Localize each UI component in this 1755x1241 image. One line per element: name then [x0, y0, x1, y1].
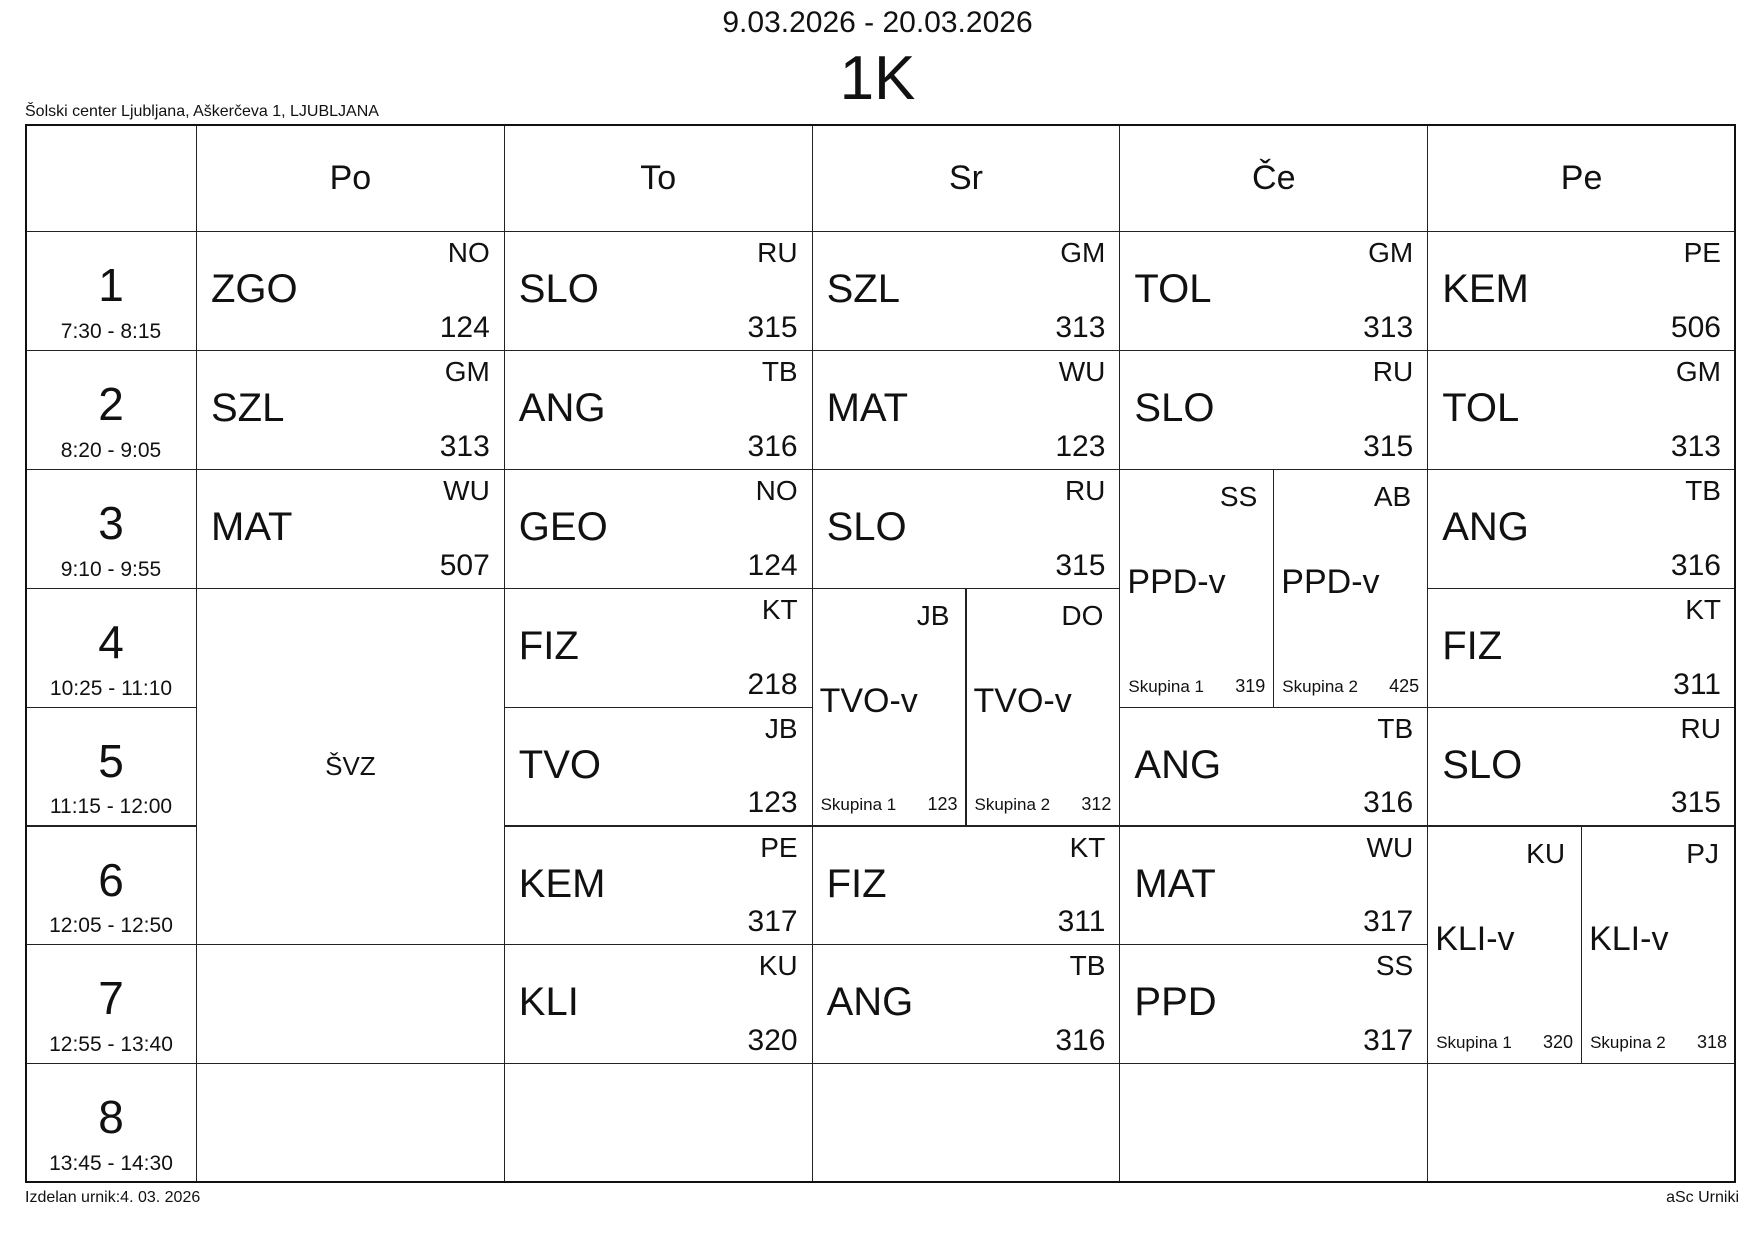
group-room: 318	[1696, 1032, 1727, 1053]
lesson-teacher: NO	[447, 237, 490, 268]
lesson-room: 313	[1055, 310, 1106, 344]
period-time: 12:55 - 13:40	[49, 1033, 173, 1057]
lesson-cell[interactable]	[812, 944, 1121, 1064]
empty-cell	[1427, 1063, 1736, 1183]
lesson-room: 315	[1055, 548, 1106, 582]
group-lesson-cell[interactable]	[966, 588, 1121, 827]
lesson-subject: GEO	[518, 504, 608, 549]
day-header: Po	[196, 124, 505, 232]
group-teacher: DO	[1061, 599, 1104, 631]
group-lesson-cell[interactable]	[1581, 826, 1736, 1065]
lesson-cell[interactable]	[504, 231, 813, 351]
lesson-cell[interactable]	[812, 826, 1121, 946]
day-header: To	[504, 124, 813, 232]
lesson-cell[interactable]	[1119, 944, 1428, 1064]
period-time: 8:20 - 9:05	[60, 438, 162, 462]
lesson-room: 317	[1363, 905, 1414, 939]
lesson-cell[interactable]	[812, 231, 1121, 351]
lesson-room: 311	[1673, 667, 1721, 701]
lesson-teacher: GM	[1060, 237, 1106, 268]
lesson-room: 315	[1363, 429, 1414, 463]
lesson-cell[interactable]	[1427, 588, 1736, 708]
lesson-cell[interactable]	[1119, 826, 1428, 946]
lesson-subject: SZL	[211, 385, 285, 430]
period-cell	[25, 231, 197, 351]
lesson-room: 506	[1670, 310, 1721, 344]
group-subject: TVO-v	[819, 681, 918, 720]
lesson-teacher: NO	[755, 474, 798, 506]
lesson-teacher: RU	[757, 237, 798, 268]
lesson-cell[interactable]	[504, 350, 813, 470]
period-number: 3	[98, 496, 124, 549]
lesson-subject: TVO	[518, 742, 602, 787]
lesson-subject: KEM	[1442, 267, 1529, 311]
empty-cell	[812, 1063, 1121, 1183]
period-cell	[25, 350, 197, 470]
lesson-subject: ANG	[1442, 504, 1529, 549]
lesson-teacher: JB	[764, 712, 798, 744]
period-number: 1	[98, 259, 124, 311]
period-time: 7:30 - 8:15	[60, 319, 162, 343]
lesson-subject: SLO	[1134, 385, 1215, 430]
lesson-teacher: KT	[1069, 831, 1106, 863]
lesson-cell[interactable]	[1119, 707, 1428, 827]
lesson-teacher: PE	[760, 831, 798, 863]
lesson-cell[interactable]	[196, 469, 505, 589]
lesson-teacher: WU	[1366, 831, 1414, 863]
period-number: 4	[98, 615, 124, 668]
day-header: Pe	[1427, 124, 1736, 232]
timetable-grid	[25, 124, 1739, 1182]
lesson-subject: PPD	[1134, 980, 1217, 1025]
lesson-cell[interactable]	[1119, 350, 1428, 470]
group-subject: KLI-v	[1589, 919, 1669, 958]
day-header: Če	[1119, 124, 1428, 232]
lesson-subject: MAT	[211, 504, 293, 549]
group-room: 123	[927, 794, 958, 815]
lesson-room: 124	[747, 548, 798, 582]
lesson-subject: SLO	[518, 267, 599, 311]
empty-cell	[1119, 1063, 1428, 1183]
period-time: 11:15 - 12:00	[49, 795, 173, 819]
lesson-room: 315	[1670, 786, 1721, 820]
lesson-subject: KEM	[518, 861, 606, 906]
lesson-room: 218	[747, 667, 798, 701]
lesson-subject: FIZ	[1442, 623, 1503, 668]
group-label: Skupina 2	[1282, 676, 1358, 696]
class-name: 1K	[839, 44, 916, 113]
group-label: Skupina 1	[1128, 676, 1205, 696]
day-header: Sr	[812, 124, 1121, 232]
lesson-room: 316	[1670, 548, 1721, 582]
lesson-cell[interactable]	[504, 469, 813, 589]
lesson-cell[interactable]	[1119, 231, 1428, 351]
lesson-room: 316	[1363, 786, 1414, 820]
group-subject: PPD-v	[1127, 562, 1226, 601]
lesson-cell[interactable]	[1427, 231, 1736, 351]
lesson-room: 313	[439, 429, 490, 463]
corner-cell	[25, 124, 197, 232]
lesson-teacher: KT	[1685, 593, 1721, 625]
lesson-subject: TOL	[1442, 385, 1520, 430]
date-range: 9.03.2026 - 20.03.2026	[722, 6, 1033, 39]
group-room: 312	[1081, 794, 1112, 815]
lesson-room: 123	[1055, 429, 1106, 463]
group-label: Skupina 2	[1590, 1033, 1666, 1053]
lesson-cell[interactable]	[196, 231, 505, 351]
lesson-room: 317	[747, 905, 798, 939]
period-number: 2	[98, 377, 124, 430]
lesson-subject: TOL	[1134, 267, 1212, 311]
lesson-teacher: KU	[758, 950, 798, 982]
lesson-room: 313	[1670, 429, 1721, 463]
lesson-room: 507	[439, 548, 490, 582]
group-subject: PPD-v	[1281, 562, 1380, 601]
period-cell	[25, 707, 197, 827]
lesson-teacher: RU	[1064, 474, 1106, 506]
lesson-cell[interactable]	[812, 350, 1121, 470]
period-time: 10:25 - 11:10	[49, 676, 173, 700]
lesson-teacher: RU	[1372, 355, 1414, 387]
lesson-room: 123	[747, 786, 798, 820]
lesson-subject: ANG	[826, 980, 914, 1025]
group-label: Skupina 1	[820, 795, 897, 815]
group-label: Skupina 2	[974, 795, 1051, 815]
period-time: 9:10 - 9:55	[60, 557, 162, 581]
generated-date: Izdelan urnik:4. 03. 2026	[25, 1189, 201, 1206]
lesson-teacher: KT	[761, 593, 798, 625]
lesson-cell[interactable]	[504, 944, 813, 1064]
period-cell	[25, 1063, 197, 1183]
lesson-room: 124	[439, 310, 490, 344]
empty-cell	[196, 944, 505, 1064]
lesson-teacher: WU	[1058, 355, 1106, 387]
period-number: 5	[98, 734, 124, 787]
lesson-teacher: PE	[1683, 237, 1721, 268]
lesson-subject: ZGO	[211, 267, 298, 311]
group-teacher: KU	[1526, 837, 1566, 869]
group-lesson-cell[interactable]	[1273, 469, 1428, 708]
lesson-subject: MAT	[1134, 861, 1216, 906]
empty-cell	[196, 1063, 505, 1183]
period-number: 6	[98, 853, 124, 906]
group-teacher: JB	[916, 599, 950, 631]
lesson-teacher: SS	[1375, 950, 1414, 982]
lesson-teacher: TB	[1069, 950, 1106, 982]
group-teacher: PJ	[1686, 837, 1719, 869]
period-cell	[25, 588, 197, 708]
period-cell	[25, 944, 197, 1064]
period-number: 8	[98, 1091, 124, 1144]
group-room: 425	[1389, 675, 1420, 696]
empty-cell	[504, 1063, 813, 1183]
lesson-subject: FIZ	[826, 861, 887, 906]
lesson-cell[interactable]	[1427, 707, 1736, 827]
lesson-room: 313	[1363, 310, 1414, 344]
period-cell	[25, 469, 197, 589]
school-name: Šolski center Ljubljana, Aškerčeva 1, LJUBLJANA	[25, 103, 379, 120]
block-lesson-cell[interactable]: ŠVZ	[196, 588, 505, 946]
lesson-room: 316	[1055, 1024, 1106, 1058]
lesson-subject: MAT	[826, 385, 909, 430]
group-subject: TVO-v	[973, 681, 1072, 720]
lesson-subject: ANG	[1134, 742, 1222, 787]
lesson-teacher: GM	[1368, 237, 1414, 268]
lesson-teacher: RU	[1680, 712, 1721, 744]
lesson-room: 315	[747, 310, 798, 344]
period-time: 12:05 - 12:50	[49, 914, 173, 938]
lesson-cell[interactable]	[504, 826, 813, 946]
brand-label: aSc Urniki	[1666, 1189, 1739, 1206]
lesson-subject: FIZ	[518, 623, 579, 668]
lesson-cell[interactable]	[812, 469, 1121, 589]
lesson-teacher: TB	[761, 355, 798, 387]
period-cell	[25, 826, 197, 946]
group-teacher: AB	[1373, 480, 1412, 512]
group-lesson-cell[interactable]	[812, 588, 967, 827]
lesson-room: 311	[1057, 905, 1106, 939]
group-room: 319	[1235, 675, 1266, 696]
group-lesson-cell[interactable]	[1427, 826, 1582, 1065]
lesson-cell[interactable]	[196, 350, 505, 470]
lesson-subject: ANG	[518, 385, 606, 430]
lesson-subject: KLI	[518, 980, 579, 1025]
lesson-room: 317	[1363, 1024, 1414, 1058]
group-room: 320	[1543, 1032, 1574, 1053]
lesson-room: 316	[747, 429, 798, 463]
lesson-cell[interactable]	[1427, 469, 1736, 589]
lesson-teacher: TB	[1685, 474, 1721, 506]
lesson-room: 320	[747, 1024, 798, 1058]
period-time: 13:45 - 14:30	[49, 1152, 173, 1176]
group-teacher: SS	[1219, 480, 1258, 512]
group-lesson-cell[interactable]	[1119, 469, 1274, 708]
lesson-subject: SLO	[826, 504, 907, 549]
lesson-cell[interactable]	[504, 588, 813, 708]
lesson-teacher: TB	[1377, 712, 1414, 744]
group-label: Skupina 1	[1436, 1033, 1512, 1053]
lesson-cell[interactable]	[1427, 350, 1736, 470]
group-subject: KLI-v	[1435, 919, 1515, 958]
lesson-subject: SLO	[1442, 742, 1523, 787]
lesson-teacher: WU	[443, 474, 490, 506]
lesson-cell[interactable]	[504, 707, 813, 827]
lesson-subject: SZL	[826, 267, 900, 311]
lesson-teacher: GM	[1675, 355, 1721, 387]
period-number: 7	[98, 972, 124, 1025]
lesson-teacher: GM	[444, 355, 490, 387]
